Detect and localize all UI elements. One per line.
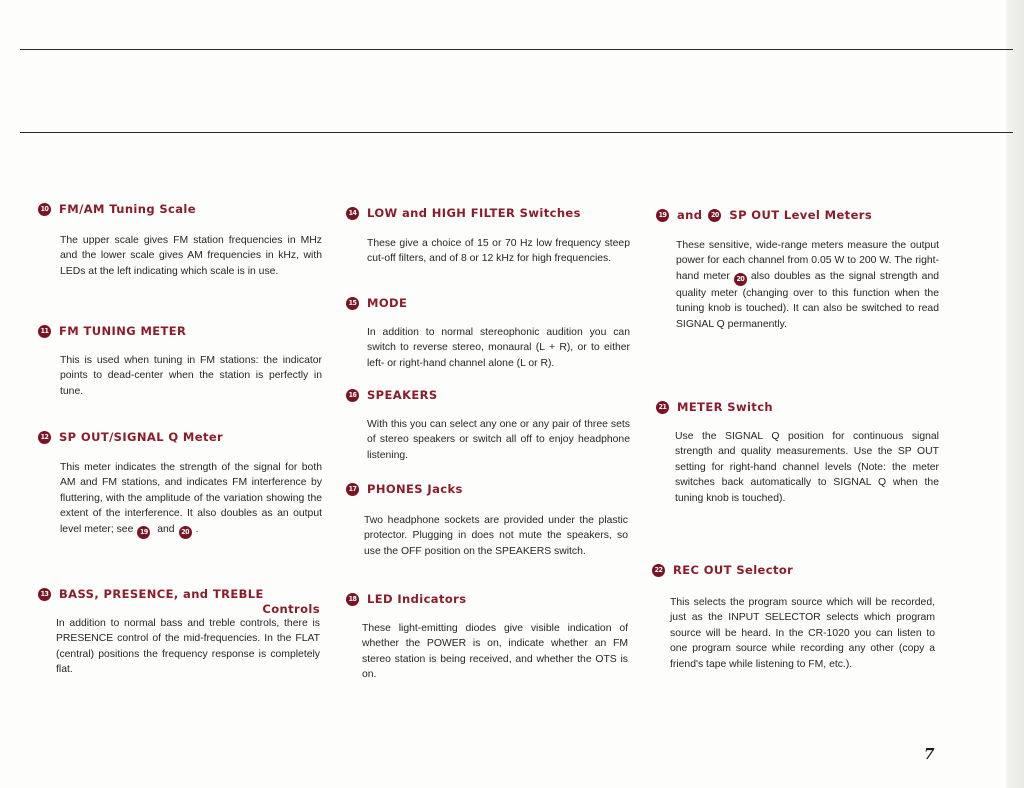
section-heading <box>346 205 632 221</box>
section-heading <box>346 481 632 497</box>
section-body: In addition to normal bass and treble controls, there is PRESENCE control of the mid-frequencies. In the FLAT (central) positions the frequency response is completely flat. <box>56 618 320 676</box>
section-body <box>676 238 939 332</box>
section-body: Use the SIGNAL Q position for continuous signal strength and quality measurements. Use the SP OUT setting for right-hand channel levels (Note: the meter switches back automatically to SIGNAL Q when the tuning knob is touched). <box>675 431 939 504</box>
section-body: In addition to normal stereophonic audition you can switch to reverse stereo, monaural (L + R), or to either left- or right-hand channel alone (L or R). <box>367 327 630 369</box>
section-meter-switch <box>656 399 946 506</box>
ref-and-text: and <box>157 523 175 535</box>
section-heading <box>38 323 322 339</box>
item-number-badge: 20 <box>708 209 721 222</box>
item-number-badge: 14 <box>346 207 359 220</box>
section-title: LOW and HIGH FILTER Switches <box>367 206 581 220</box>
section-heading <box>652 562 946 578</box>
section-sp-out-signal-q-meter <box>38 429 322 539</box>
section-body: The upper scale gives FM station frequencies in MHz and the lower scale gives AM frequencies in kHz, with LEDs at the left indicating which scale is in use. <box>60 235 322 277</box>
section-title: REC OUT Selector <box>673 563 794 577</box>
section-title: SP OUT Level Meters <box>729 208 873 222</box>
section-heading <box>38 201 322 217</box>
section-body <box>60 460 322 539</box>
item-number-badge: 12 <box>38 431 51 444</box>
section-sp-out-level-meters <box>656 207 946 332</box>
section-heading <box>38 586 322 602</box>
top-rule <box>20 49 1013 50</box>
item-number-badge: 10 <box>38 203 51 216</box>
section-bass-presence-treble <box>38 586 322 678</box>
section-body: This is used when tuning in FM stations: the indicator points to dead-center when the station is perfectly in tune. <box>60 355 322 397</box>
page-edge <box>1006 0 1024 788</box>
section-heading <box>346 295 632 311</box>
section-title: SPEAKERS <box>367 388 438 402</box>
section-phones-jacks <box>346 481 632 559</box>
item-number-badge: 19 <box>656 209 669 222</box>
item-number-badge: 21 <box>656 401 669 414</box>
ref-end-text: . <box>195 523 199 535</box>
section-title: METER Switch <box>677 400 774 414</box>
section-title: FM TUNING METER <box>59 324 187 338</box>
section-body: Two headphone sockets are provided under the plastic protector. Plugging in does not mute the speakers, so use the OFF position on the SPEAKERS switch. <box>364 515 628 557</box>
section-fm-am-tuning-scale <box>38 201 322 279</box>
section-title: LED Indicators <box>367 592 467 606</box>
section-body-text: also doubles as the signal strength and quality meter (changing over to this function when the tuning knob is touched). It can also be switched to read SIGNAL Q permanently. <box>676 270 940 330</box>
ref-badge: 20 <box>734 273 747 286</box>
section-heading <box>656 207 946 223</box>
section-body: This selects the program source which will be recorded, just as the INPUT SELECTOR selects which program source will be heard. In the CR-1020 you can listen to one program source while recording any other (copy a friend's tape while listening to FM, etc.). <box>670 597 935 670</box>
section-rec-out-selector <box>652 562 946 672</box>
section-mode <box>346 295 632 371</box>
section-heading <box>38 429 322 445</box>
item-number-badge: 22 <box>652 564 665 577</box>
ref-badge: 19 <box>137 526 150 539</box>
page-number: 7 <box>924 745 935 763</box>
section-body-text: This meter indicates the strength of the signal for both AM and FM stations, and indicates FM interference by fluttering, with the amplitude of the variation showing the extent of the interference. It also doubles as an output level meter; see <box>60 462 322 535</box>
item-number-badge: 16 <box>346 389 359 402</box>
ref-badge: 20 <box>179 526 192 539</box>
section-heading <box>656 399 946 415</box>
header-rule <box>20 132 1013 133</box>
section-title: BASS, PRESENCE, and TREBLE <box>59 587 264 601</box>
item-number-badge: 18 <box>346 593 359 606</box>
section-led-indicators <box>346 591 632 683</box>
section-title-and: and <box>677 208 703 222</box>
section-body: These light-emitting diodes give visible indication of whether the POWER is on, indicate whether an FM stereo station is being received, and whether the OTS is on. <box>362 623 628 681</box>
section-speakers <box>346 387 632 463</box>
section-title: MODE <box>367 296 408 310</box>
section-title: PHONES Jacks <box>367 482 463 496</box>
section-low-high-filter <box>346 205 632 267</box>
section-body: With this you can select any one or any pair of three sets of stereo speakers or switch all off to enjoy headphone listening. <box>367 419 630 461</box>
item-number-badge: 13 <box>38 588 51 601</box>
section-body-text: These sensitive, wide-range meters measure the output power for each channel from 0.05 W to 200 W. The right-hand meter <box>676 240 939 282</box>
item-number-badge: 11 <box>38 325 51 338</box>
section-heading <box>346 591 632 607</box>
section-title-continued: Controls <box>262 602 320 616</box>
section-fm-tuning-meter <box>38 323 322 399</box>
item-number-badge: 15 <box>346 297 359 310</box>
section-title: FM/AM Tuning Scale <box>59 202 196 216</box>
section-title: SP OUT/SIGNAL Q Meter <box>59 430 224 444</box>
section-heading <box>346 387 632 403</box>
item-number-badge: 17 <box>346 483 359 496</box>
section-body: These give a choice of 15 or 70 Hz low frequency steep cut-off filters, and of 8 or 12 kHz for high frequencies. <box>367 238 630 265</box>
